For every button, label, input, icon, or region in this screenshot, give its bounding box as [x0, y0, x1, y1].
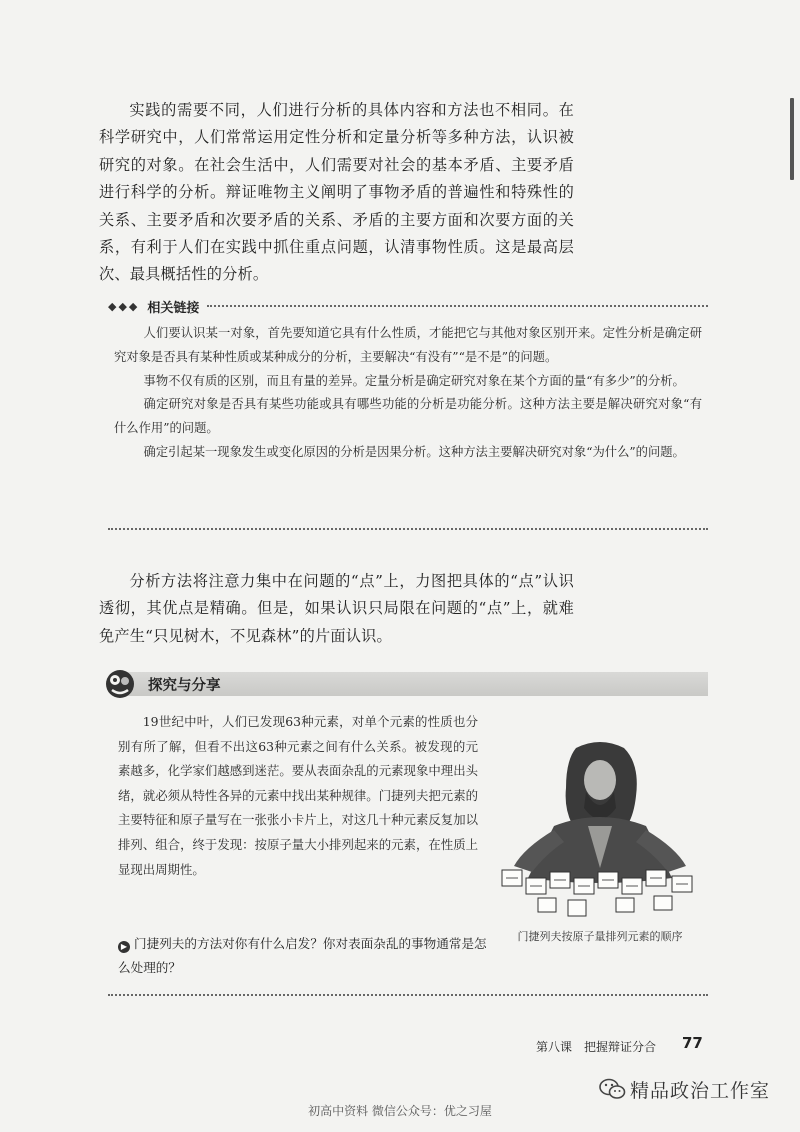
- related-paragraph: 确定引起某一现象发生或变化原因的分析是因果分析。这种方法主要解决研究对象“为什么”的问题。: [143, 444, 685, 459]
- body-paragraph-1: [99, 97, 574, 289]
- play-bullet-icon: ▶: [118, 941, 130, 953]
- bottom-note: 初高中资料 微信公众号：优之习屋: [308, 1104, 492, 1118]
- mendeleev-illustration: [494, 738, 706, 918]
- watermark: [598, 1074, 770, 1104]
- watermark-text: 精品政治工作室: [630, 1079, 771, 1102]
- related-link-box: [108, 296, 708, 465]
- paragraph-text: 分析方法将注意力集中在问题的“点”上，力图把具体的“点”认识透彻，其优点是精确。但是，如果认识只局限在问题的“点”上，就难免产生“只见树木，不见森林”的片面认识。: [99, 572, 574, 645]
- dotted-divider-explore: [108, 994, 708, 996]
- dotted-divider-bottom: [108, 528, 708, 530]
- illustration-caption: 门捷列夫按原子量排列元素的顺序: [517, 930, 683, 943]
- related-link-body: [108, 322, 708, 465]
- related-paragraph: 确定研究对象是否具有某些功能或具有哪些功能的分析是功能分析。这种方法主要是解决研究对象“有什么作用”的问题。: [114, 397, 702, 436]
- running-footer-lesson: 第八课 把握辩证分合: [536, 1040, 657, 1054]
- related-paragraph: 事物不仅有质的区别，而且有量的差异。定量分析是确定研究对象在某个方面的量“有多少”的分析。: [143, 373, 685, 388]
- explore-text: [118, 710, 478, 882]
- explore-question: [118, 932, 488, 980]
- page-number: 77: [682, 1034, 703, 1052]
- explore-share-title: 探究与分享: [148, 678, 221, 694]
- diamond-bullets-icon: ◆◆◆: [108, 299, 140, 313]
- explore-share-header: [104, 666, 708, 700]
- related-link-header: [108, 296, 708, 316]
- explore-share-icon: [104, 668, 136, 700]
- dotted-divider: [207, 305, 708, 307]
- page-edge-mark: [790, 98, 794, 180]
- wechat-icon: [598, 1077, 626, 1101]
- paragraph-text: 实践的需要不同，人们进行分析的具体内容和方法也不相同。在科学研究中，人们常常运用定性分析和定量分析等多种方法，认识被研究的对象。在社会生活中，人们需要对社会的基本矛盾、主要矛盾进行科学的分析。辩证唯物主义阐明了事物矛盾的普遍性和特殊性的关系、主要矛盾和次要矛盾的关系、矛盾的主要方面和次要方面的关系，有利于人们在实践中抓住重点问题，认清事物性质。这是最高层次、最具概括性的分析。: [99, 101, 574, 284]
- related-paragraph: 人们要认识某一对象，首先要知道它具有什么性质，才能把它与其他对象区别开来。定性分析是确定研究对象是否具有某种性质或某种成分的分析，主要解决“有没有”“是不是”的问题。: [114, 326, 702, 364]
- body-paragraph-2: [99, 568, 574, 650]
- question-text: 门捷列夫的方法对你有什么启发？你对表面杂乱的事物通常是怎么处理的？: [118, 936, 487, 975]
- explore-paragraph: 19世纪中叶，人们已发现63种元素，对单个元素的性质也分别有所了解，但看不出这63种元素之间有什么关系。被发现的元素越多，化学家们越感到迷茫。要从表面杂乱的元素现象中理出头绪，就必须从特性各异的元素中找出某种规律。门捷列夫把元素的主要特征和原子量写在一张张小卡片上，对这几十种元素反复加以排列、组合，终于发现：按原子量大小排列起来的元素，在性质上显现出周期性。: [118, 714, 478, 877]
- related-link-title: 相关链接: [147, 300, 200, 316]
